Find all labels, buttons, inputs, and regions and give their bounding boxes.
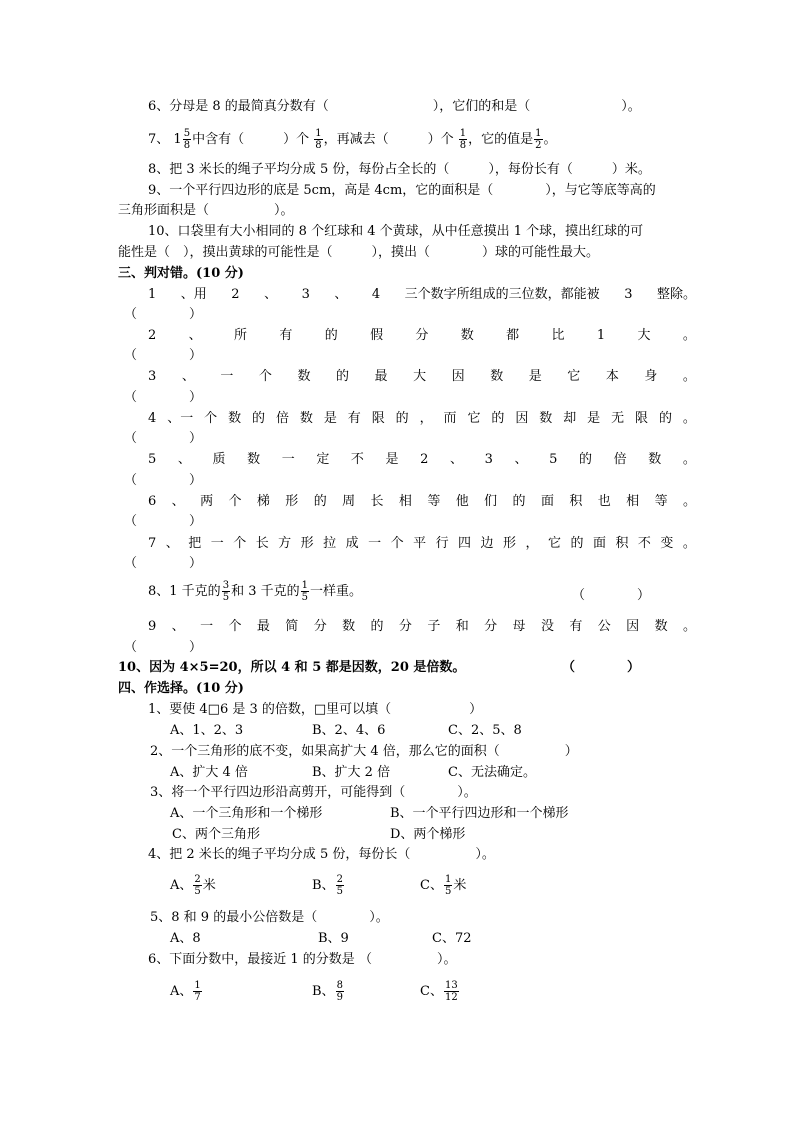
statement-token: 公 [597,619,611,634]
choice-q4-option-c[interactable]: C、 $\frac{1}{5}$ 米 [420,874,467,897]
statement-token: 它 [567,369,581,384]
statement-token: 的 [512,494,526,509]
fill-q6: 6、分母是 8 的最简真分数有（ ），它们的和是（ ）。 [148,99,641,114]
statement-token: 它 [547,536,561,551]
choice-q1-option-b[interactable]: B、2、4、6 [312,723,386,738]
statement-token: 一 [200,619,214,634]
choice-q2-option-a[interactable]: A、扩大 4 倍 [170,765,248,780]
fill-q9-line1: 9、一个平行四边形的底是 5cm，高是 4cm，它的面积是（ ），与它等底等高的 [148,183,656,198]
statement-token: 数 [299,411,313,426]
choice-q2: 2、一个三角形的底不变，如果高扩大 4 倍，那么它的面积（ ） [150,744,578,759]
statement-token: 们 [484,494,498,509]
statement-token: 的 [370,619,384,634]
statement-token: 的 [658,411,672,426]
statement-token: 个 [204,411,218,426]
statement-token: 。 [682,411,696,426]
statement-token: 个 [228,494,242,509]
statement-token: 两 [200,494,214,509]
statement-token: 数 [247,452,261,467]
statement-token: 数 [460,328,474,343]
statement-token: 3 [148,369,157,384]
statement-token: 9 [148,619,157,634]
judge-item-3 [148,369,696,385]
statement-token: 大 [637,328,651,343]
statement-token: 把 [188,536,202,551]
choice-q6-option-b[interactable]: B、 $\frac{8}{9}$ [312,980,343,1003]
statement-token: 的 [570,536,584,551]
statement-token: 因 [451,369,465,384]
statement-token: 3 [624,287,633,302]
statement-token: 子 [427,619,441,634]
statement-token: 。 [682,452,696,467]
fill-q8: 8、把 3 米长的绳子平均分成 5 份，每份占全长的（ ），每份长有（ ）米。 [148,162,651,177]
statement-token: 四 [458,536,472,551]
statement-token: 整除。 [656,287,696,302]
statement-token: 所 [233,328,247,343]
statement-token: 是 [528,369,542,384]
statement-token: 面 [592,536,606,551]
statement-token: 倍 [275,411,289,426]
judge-item-9 [148,619,696,635]
choice-q2-option-c[interactable]: C、无法确定。 [448,765,536,780]
statement-token: 数 [342,619,356,634]
statement-token: 数 [297,369,311,384]
statement-token: 等 [427,494,441,509]
choice-q6-option-a[interactable]: A、 $\frac{1}{7}$ [170,980,201,1003]
choice-q5-option-a[interactable]: A、8 [170,931,201,946]
statement-token: 相 [398,494,412,509]
statement-token: 2 [420,452,429,467]
statement-token: 。 [682,369,696,384]
statement-token: 的 [324,328,338,343]
fraction-two-fifths: $\frac{2}{5}$ [336,874,343,897]
statement-token: 没 [540,619,554,634]
choice-q1: 1、要使 4□6 是 3 的倍数，□里可以填（ ） [148,702,483,717]
statement-token: 都 [506,328,520,343]
judge-answer-paren[interactable]: （ ） [124,556,203,571]
statement-token: 积 [569,494,583,509]
statement-token: 的 [491,411,505,426]
statement-token: 却 [563,411,577,426]
statement-token: 假 [370,328,384,343]
fill-q10-line1: 10、口袋里有大小相同的 8 个红球和 4 个黄球，从中任意摸出 1 个球，摸出红球的可 [148,224,644,239]
statement-token: 分 [484,619,498,634]
statement-token: 数 [228,411,242,426]
statement-token: 个 [233,536,247,551]
statement-token: 简 [285,619,299,634]
judge-answer-paren[interactable]: （ ） [124,431,203,446]
fraction-three-fifths: $\frac{3}{5}$ [222,580,230,603]
statement-token: 方 [278,536,292,551]
statement-token: 7 [148,536,157,551]
statement-token: 。 [682,536,696,551]
statement-token: 、一 [167,411,194,426]
statement-token: 变 [660,536,674,551]
statement-token: 的 [252,411,266,426]
choice-q4: 4、把 2 米长的绳子平均分成 5 份，每份长（ ）。 [148,847,495,862]
statement-token: 3 [484,452,493,467]
fraction-two-fifths: $\frac{2}{5}$ [194,874,201,897]
statement-token: 是 [323,411,337,426]
judge-item-7 [148,536,696,552]
choice-q6: 6、下面分数中，最接近 1 的分数是 （ ）。 [148,952,457,967]
statement-token: 周 [342,494,356,509]
statement-token: 一 [281,452,295,467]
statement-token: 2 [231,287,240,302]
choice-q5-option-b[interactable]: B、9 [318,931,349,946]
judge-answer-paren[interactable]: （ ） [124,348,203,363]
statement-token: 、 [165,536,179,551]
choice-q6-option-c[interactable]: C、 $\frac{13}{12}$ [420,980,458,1003]
statement-token: ， [419,411,433,426]
choice-q3-option-b[interactable]: B、一个平行四边形和一个梯形 [390,806,569,821]
statement-token: 无 [611,411,625,426]
statement-token: 而 [443,411,457,426]
statement-token: 形 [503,536,517,551]
statement-token: 三个数字所组成的三位数，都能被 [404,287,600,302]
statement-token: 5 [549,452,558,467]
statement-token: 它 [467,411,481,426]
fraction-one-half: $\frac{1}{2}$ [535,128,542,151]
statement-token: 分 [398,619,412,634]
statement-token: 梯 [256,494,270,509]
statement-token: 他 [455,494,469,509]
statement-token: 的 [578,452,592,467]
statement-token: 倍 [613,452,627,467]
statement-token: 身 [644,369,658,384]
statement-token: 、用 [180,287,207,302]
statement-token: 一 [210,536,224,551]
judge-answer-paren[interactable]: （ ） [124,514,203,529]
section-3-heading: 三、判对错。(10 分) [118,266,244,281]
statement-token: 限 [371,411,385,426]
statement-token: 边 [480,536,494,551]
statement-token: 。 [682,619,696,634]
statement-token: 有 [347,411,361,426]
choice-q4-option-b[interactable]: B、 $\frac{2}{5}$ [312,874,343,897]
statement-token: 行 [435,536,449,551]
statement-token: 大 [413,369,427,384]
statement-token: 、 [177,452,191,467]
statement-token: 分 [313,619,327,634]
choice-q2-option-b[interactable]: B、扩大 2 倍 [312,765,391,780]
statement-token: 3 [301,287,310,302]
statement-token: 质 [212,452,226,467]
statement-token: 比 [551,328,565,343]
statement-token: 形 [285,494,299,509]
statement-token: 。 [682,494,696,509]
judge-answer-paren[interactable]: （ ） [562,660,641,675]
statement-token: 是 [385,452,399,467]
statement-token: 平 [413,536,427,551]
statement-token: 6 [148,494,157,509]
fraction-five-eighths: $\frac{5}{8}$ [183,128,191,151]
statement-token: 、 [188,328,202,343]
statement-token: 成 [345,536,359,551]
statement-token: 有 [569,619,583,634]
statement-token: 数 [648,452,662,467]
judge-item-6 [148,494,696,510]
choice-q3-option-d[interactable]: D、两个梯形 [390,827,466,842]
statement-token: 4 [148,411,157,426]
statement-token: 数 [654,619,668,634]
judge-answer-paren[interactable]: （ ） [124,307,203,322]
statement-token: 也 [597,494,611,509]
statement-token: 5 [148,452,157,467]
choice-q3: 3、将一个平行四边形沿高剪开，可能得到（ ）。 [150,785,477,800]
judge-item-4 [148,411,696,427]
statement-token: 4 [371,287,381,302]
statement-token: 长 [255,536,269,551]
fill-q10-line2: 能性是（ ），摸出黄球的可能性是（ ），摸出（ ）球的可能性最大。 [118,245,600,260]
statement-token: 相 [626,494,640,509]
choice-q3-option-c[interactable]: C、两个三角形 [172,827,260,842]
statement-token: 个 [228,619,242,634]
statement-token: 、 [171,619,185,634]
fraction-one-fifth: $\frac{1}{5}$ [444,874,452,897]
statement-token: 因 [626,619,640,634]
statement-token: 因 [515,411,529,426]
fraction-eight-ninths: $\frac{8}{9}$ [336,980,343,1003]
statement-token: 、 [514,452,528,467]
statement-token: 本 [605,369,619,384]
statement-token: 定 [316,452,330,467]
statement-token: 积 [615,536,629,551]
statement-token: 、 [171,494,185,509]
fill-q7: 7、 1 $\frac{5}{8}$ 中含有（ ）个 $\frac{1}{8}$ ，再减去（ ）个 $\frac{1}{8}$ ，它的值是 $\frac{1}{2}$ 。 [148,128,557,151]
judge-answer-paren[interactable]: （ ） [124,473,203,488]
statement-token: 形 [300,536,314,551]
statement-token: 的 [395,411,409,426]
judge-item-2 [148,328,696,344]
judge-answer-paren[interactable]: （ ） [572,588,651,603]
fraction-thirteen-twelfths: $\frac{13}{12}$ [444,980,458,1003]
statement-token: 最 [256,619,270,634]
judge-answer-paren[interactable]: （ ） [124,390,203,405]
fill-q9-line2: 三角形面积是（ ）。 [118,203,294,218]
statement-token: 是 [587,411,601,426]
judge-item-10: 10、因为 4×5=20，所以 4 和 5 都是因数，20 是倍数。 [118,660,466,675]
choice-q1-option-c[interactable]: C、2、5、8 [448,723,522,738]
statement-token: 、 [450,452,464,467]
statement-token: 限 [635,411,649,426]
fraction-one-fifth: $\frac{1}{5}$ [301,580,308,603]
statement-token: 的 [336,369,350,384]
statement-token: 数 [539,411,553,426]
choice-q1-option-a[interactable]: A、1、2、3 [170,723,244,738]
choice-q5: 5、8 和 9 的最小公倍数是（ ）。 [150,910,389,925]
statement-token: 1 [148,287,157,302]
statement-token: 母 [512,619,526,634]
statement-token: 1 [596,328,606,343]
statement-token: 分 [415,328,429,343]
statement-token: 和 [455,619,469,634]
statement-token: 2 [148,328,157,343]
statement-token: 的 [313,494,327,509]
statement-token: 有 [279,328,293,343]
choice-q3-option-a[interactable]: A、一个三角形和一个梯形 [170,806,323,821]
judge-answer-paren[interactable]: （ ） [124,640,203,655]
judge-item-1 [148,287,696,303]
choice-q5-option-c[interactable]: C、72 [432,931,472,946]
statement-token: 、 [334,287,348,302]
statement-token: 、 [181,369,195,384]
judge-item-8: 8、1 千克的 $\frac{3}{5}$ 和 3 千克的 $\frac{1}{5}$ 一样重。 [148,580,362,603]
statement-token: 拉 [323,536,337,551]
choice-q4-option-a[interactable]: A、 $\frac{2}{5}$ 米 [170,874,216,897]
statement-token: 个 [390,536,404,551]
statement-token: 面 [540,494,554,509]
section-4-heading: 四、作选择。(10 分) [118,681,244,696]
statement-token: 等 [654,494,668,509]
statement-token: 长 [370,494,384,509]
statement-token: 一 [368,536,382,551]
statement-token: ， [525,536,539,551]
statement-token: 、 [264,287,278,302]
fraction-one-seventh: $\frac{1}{7}$ [194,980,201,1003]
fraction-one-eighth: $\frac{1}{8}$ [315,128,322,151]
statement-token: 最 [374,369,388,384]
judge-item-5 [148,452,696,468]
statement-token: 不 [637,536,651,551]
fraction-one-eighth: $\frac{1}{8}$ [459,128,467,151]
statement-token: 不 [350,452,364,467]
statement-token: 一 [220,369,234,384]
statement-token: 数 [490,369,504,384]
statement-token: 个 [258,369,272,384]
statement-token: 。 [682,328,696,343]
